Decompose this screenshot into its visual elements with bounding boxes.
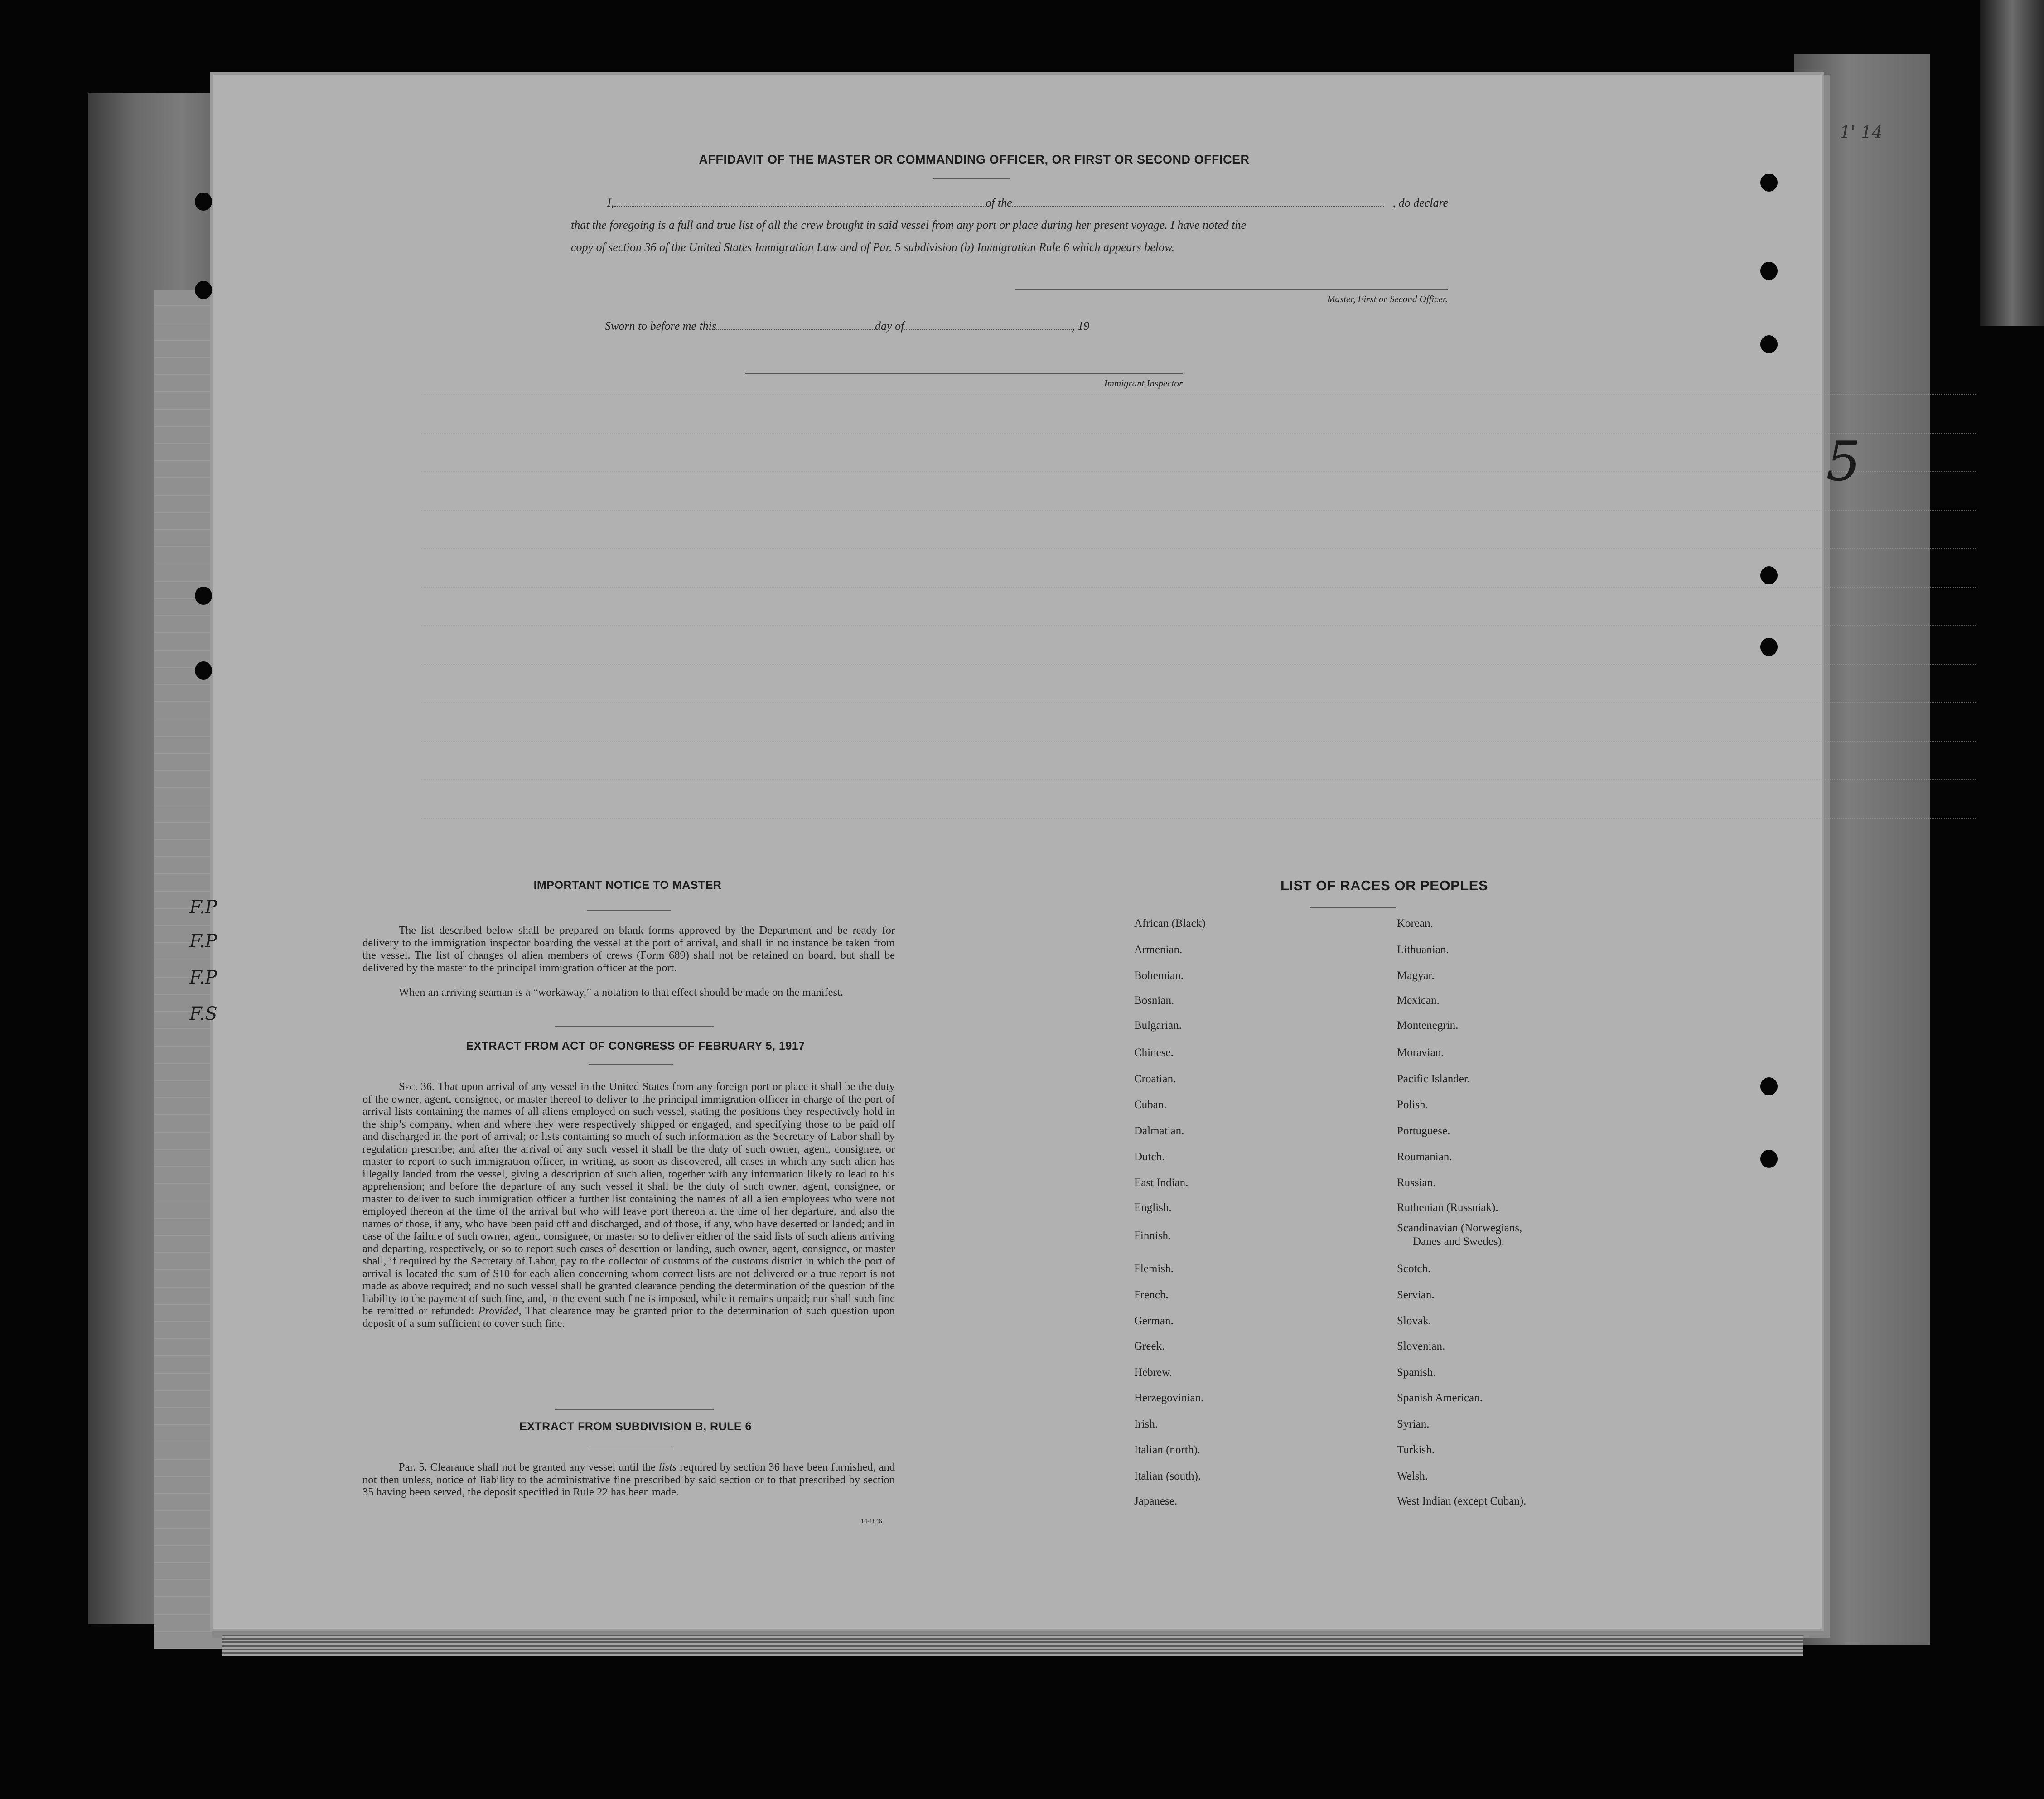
race-item: Ruthenian (Russniak). bbox=[1397, 1201, 1498, 1214]
race-item: Bulgarian. bbox=[1134, 1019, 1182, 1032]
section-divider bbox=[555, 1026, 714, 1027]
margin-mark: F.P bbox=[189, 931, 217, 952]
race-item-continuation: Danes and Swedes). bbox=[1413, 1235, 1505, 1248]
stacked-page-edges bbox=[222, 1635, 1803, 1656]
race-item: Scandinavian (Norwegians, bbox=[1397, 1222, 1522, 1234]
race-item: Armenian. bbox=[1134, 944, 1183, 956]
section-text: That upon arrival of any vessel in the United States from any foreign port or place it shall be the duty of the owner, agent, consignee, or master thereof to deliver to the principal immigration officer in charge of the port of arrival lists containing the names of all aliens employed on such vessel, stating the positions they respectively hold in the ship’s company, when and where they were respectively shipped or engaged, and specifying those to be paid off and discharged in the port of arrival; or lists containing so much of such information as the Secretary of Labor shall by regulation prescribe; and after the arrival of any such vessel it shall be the duty of such owner, agent, consignee, or master to report to such immigration officer, in writing, as soon as discovered, all cases in which any such alien has illegally landed from the vessel, giving a description of such alien, together with any information likely to lead to his apprehension; and before the departure of any such vessel it shall be the duty of such owner, agent, consignee, or master to deliver to such immigration officer a further list containing the names of all alien employees who were not employed thereon at the time of the arrival but who will leave port thereon at the time of her departure, and also the names of those, if any, who have been paid off and discharged, and of those, if any, who have deserted or landed; and in case of the failure of such owner, agent, consignee, or master so to deliver either of the said lists of such aliens arriving and departing, respectively, or so to report such cases of desertion or landing, such owner, agent, consignee, or master shall, if required by the Secretary of Labor, pay to the collector of customs of the customs district in which the port of arrival is located the sum of $10 for each alien concerning whom correct lists are not delivered or a true report is not made as above required; and no such vessel shall be granted clearance pending the determination of the question of the liability to the payment of such fine, and, in the event such fine is imposed, while it remains unpaid; nor shall such fine be remitted or refunded: bbox=[362, 1080, 895, 1317]
rule-lists-word: lists bbox=[658, 1461, 677, 1473]
margin-mark: F.P bbox=[189, 967, 217, 988]
race-item: Irish. bbox=[1134, 1418, 1158, 1430]
race-item: Chinese. bbox=[1134, 1047, 1174, 1059]
bleed-through-row bbox=[421, 741, 1976, 744]
bleed-through-row bbox=[421, 548, 1976, 552]
punch-hole bbox=[195, 281, 212, 299]
bleed-through-row bbox=[421, 664, 1976, 667]
right-tab-edge bbox=[1980, 0, 2044, 326]
race-item: Slovak. bbox=[1397, 1315, 1431, 1327]
race-item: Montenegrin. bbox=[1397, 1019, 1459, 1032]
notice-title: IMPORTANT NOTICE TO MASTER bbox=[533, 879, 722, 892]
race-item: African (Black) bbox=[1134, 917, 1206, 930]
race-item: German. bbox=[1134, 1315, 1174, 1327]
race-item: East Indian. bbox=[1134, 1177, 1189, 1189]
race-item: Spanish American. bbox=[1397, 1392, 1483, 1404]
race-item: Hebrew. bbox=[1134, 1366, 1172, 1379]
race-item: Syrian. bbox=[1397, 1418, 1430, 1430]
race-item: Korean. bbox=[1397, 917, 1433, 930]
bleed-through-row bbox=[421, 394, 1976, 398]
race-item: Mexican. bbox=[1397, 994, 1440, 1007]
race-item: Bosnian. bbox=[1134, 994, 1174, 1007]
race-item: Turkish. bbox=[1397, 1444, 1435, 1456]
race-item: English. bbox=[1134, 1201, 1172, 1214]
day-blank bbox=[716, 329, 875, 330]
inspector-label: Immigrant Inspector bbox=[1104, 378, 1183, 389]
inspector-signature-line bbox=[745, 373, 1183, 374]
punch-hole bbox=[195, 587, 212, 605]
race-item: Finnish. bbox=[1134, 1230, 1171, 1242]
notice-paragraph-1: The list described below shall be prepared on blank forms approved by the Department and be ready for delivery to the immigration inspector boarding the vessel at the port of arrival, and shall in no instance be taken from the vessel. The list of changes of alien members of crews (Form 689) shall not be retained on board, but shall be delivered by the master to the principal immigration officer at the port. bbox=[362, 924, 895, 974]
affidavit-line-2: that the foregoing is a full and true list of all the crew brought in said vessel from any port or place during her present voyage. I have noted the bbox=[571, 218, 1246, 232]
punch-hole bbox=[1760, 638, 1778, 656]
races-title-rule bbox=[1310, 907, 1396, 908]
race-item: Italian (north). bbox=[1134, 1444, 1200, 1456]
rule-paragraph-5 bbox=[362, 1461, 895, 1499]
race-item: Italian (south). bbox=[1134, 1470, 1201, 1482]
punch-hole bbox=[1760, 174, 1778, 192]
punch-hole bbox=[195, 193, 212, 211]
race-item: Lithuanian. bbox=[1397, 944, 1449, 956]
bleed-through-row bbox=[421, 702, 1976, 706]
race-item: Japanese. bbox=[1134, 1495, 1178, 1507]
notice-title-rule bbox=[587, 910, 671, 911]
bleed-through-row bbox=[421, 587, 1976, 590]
notice-paragraph-2: When an arriving seaman is a “workaway,” a notation to that effect should be made on the manifest. bbox=[399, 986, 844, 998]
rule-title: EXTRACT FROM SUBDIVISION B, RULE 6 bbox=[519, 1420, 752, 1433]
race-item: Croatian. bbox=[1134, 1073, 1176, 1085]
rule-text-a: Par. 5. Clearance shall not be granted any vessel until the bbox=[399, 1461, 656, 1473]
race-item: French. bbox=[1134, 1289, 1169, 1301]
act-title: EXTRACT FROM ACT OF CONGRESS OF FEBRUARY 5, 1917 bbox=[466, 1040, 805, 1052]
provided-word: Provided, bbox=[478, 1305, 522, 1317]
bleed-through-row bbox=[421, 433, 1976, 436]
act-section-36 bbox=[362, 1080, 895, 1330]
year-label: , 19 bbox=[1072, 319, 1090, 333]
sworn-label: Sworn to before me this bbox=[605, 319, 717, 333]
bleed-through-row bbox=[421, 818, 1976, 821]
race-item: Magyar. bbox=[1397, 969, 1435, 982]
punch-hole bbox=[1760, 1150, 1778, 1168]
race-item: West Indian (except Cuban). bbox=[1397, 1495, 1527, 1507]
race-item: Portuguese. bbox=[1397, 1125, 1450, 1137]
bleed-through-row bbox=[421, 625, 1976, 629]
race-item: Roumanian. bbox=[1397, 1151, 1452, 1163]
margin-mark: F.P bbox=[189, 897, 217, 918]
affidavit-i: I, bbox=[607, 196, 614, 209]
punch-hole bbox=[195, 661, 212, 680]
day-of-label: day of bbox=[875, 319, 904, 333]
race-item: Greek. bbox=[1134, 1340, 1165, 1352]
race-item: Dalmatian. bbox=[1134, 1125, 1184, 1137]
section-text-end: That clearance may be granted prior to the determination of such question upon deposit of a sum sufficient to cover such fine. bbox=[362, 1305, 895, 1330]
vessel-blank bbox=[1012, 206, 1384, 207]
act-title-rule bbox=[589, 1064, 673, 1065]
page-mark: 5 bbox=[1826, 430, 1861, 493]
top-right-notation: 1' 14 bbox=[1840, 122, 1883, 142]
month-blank bbox=[904, 329, 1072, 330]
rule-text-b: required by section 36 have been furnished, and not then unless, notice of liability to the administrative fine prescribed by said section or to that prescribed by section 35 having been served, the deposit specified in Rule 22 has been made. bbox=[362, 1461, 895, 1498]
sworn-line bbox=[605, 316, 1466, 337]
race-item: Welsh. bbox=[1397, 1470, 1428, 1482]
affidavit-do-declare: , do declare bbox=[1392, 196, 1449, 209]
punch-hole bbox=[1760, 262, 1778, 280]
race-item: Bohemian. bbox=[1134, 969, 1184, 982]
race-item: Servian. bbox=[1397, 1289, 1435, 1301]
signature-label: Master, First or Second Officer. bbox=[1327, 294, 1448, 304]
margin-mark: F.S bbox=[189, 1003, 217, 1024]
manifest-page bbox=[213, 75, 1822, 1629]
section-label: Sec. 36. bbox=[399, 1080, 435, 1093]
race-item: Flemish. bbox=[1134, 1263, 1174, 1275]
affidavit-title: AFFIDAVIT OF THE MASTER OR COMMANDING OFFICER, OR FIRST OR SECOND OFFICER bbox=[699, 153, 1250, 166]
race-item: Pacific Islander. bbox=[1397, 1073, 1470, 1085]
race-item: Dutch. bbox=[1134, 1151, 1165, 1163]
race-item: Slovenian. bbox=[1397, 1340, 1445, 1352]
affidavit-title-rule bbox=[933, 178, 1010, 179]
race-item: Moravian. bbox=[1397, 1047, 1444, 1059]
punch-hole bbox=[1760, 335, 1778, 353]
affidavit-of-the: of the bbox=[986, 196, 1012, 209]
bleed-through-row bbox=[421, 471, 1976, 475]
punch-hole bbox=[1760, 566, 1778, 584]
bleed-through-row bbox=[421, 510, 1976, 513]
form-number: 14-1846 bbox=[861, 1518, 882, 1525]
affidavit-line-1 bbox=[607, 193, 1450, 213]
punch-hole bbox=[1760, 1077, 1778, 1095]
race-item: Russian. bbox=[1397, 1177, 1436, 1189]
race-item: Spanish. bbox=[1397, 1366, 1436, 1379]
affidavit-line-3: copy of section 36 of the United States Immigration Law and of Par. 5 subdivision (b) Immigration Rule 6 which appears below. bbox=[571, 241, 1174, 254]
bleed-through-row bbox=[421, 779, 1976, 783]
section-divider bbox=[555, 1409, 714, 1410]
race-item: Cuban. bbox=[1134, 1099, 1167, 1111]
name-blank bbox=[614, 206, 986, 207]
race-item: Polish. bbox=[1397, 1099, 1428, 1111]
races-title: LIST OF RACES OR PEOPLES bbox=[1280, 878, 1488, 893]
race-item: Herzegovinian. bbox=[1134, 1392, 1204, 1404]
race-item: Scotch. bbox=[1397, 1263, 1431, 1275]
